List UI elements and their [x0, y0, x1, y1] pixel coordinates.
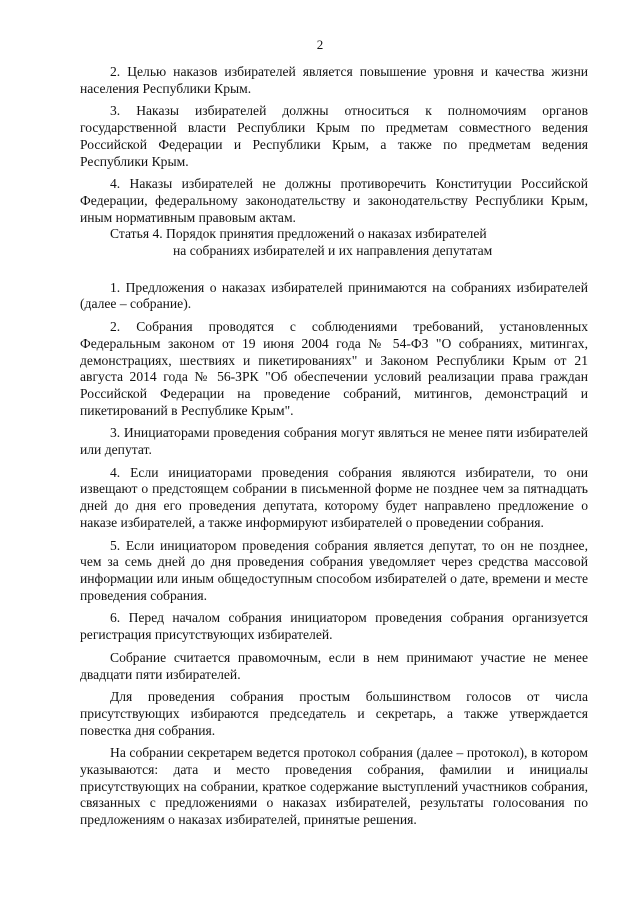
paragraph-protocol: На собрании секретарем ведется протокол собрания (далее – протокол), в котором указываются: дата и место проведения собрания, фамилии и инициалы присутствующих на собрании, краткое содержание выступлений участников собрания, связанных с предложениями о наказах избирателей, результаты голосования по предложениям о наказах избирателей, принятые решения.	[80, 745, 588, 828]
paragraph-proposals: 1. Предложения о наказах избирателей принимаются на собраниях избирателей (далее – собрание).	[80, 279, 588, 312]
page-number: 2	[316, 37, 324, 52]
paragraph-deputy-initiative: 5. Если инициатором проведения собрания является депутат, то он не позднее, чем за семь дней до дня проведения собрания уведомляет через средства массовой информации или иным общедоступным способом избирателей о дате, времени и месте проведения собрания.	[80, 537, 588, 603]
paragraph-meeting-requirements: 2. Собрания проводятся с соблюдениями требований, установленных Федеральным законом от 19 июня 2004 года № 54-ФЗ "О собраниях, митингах, демонстрациях, шествиях и пикетированиях" и Законом Республики Крым от 21 августа 2014 года № 56-ЗРК "Об обеспечении условий реализации права граждан Российской Федерации на проведение собраний, митингов, демонстраций и пикетирований в Республике Крым".	[80, 319, 588, 418]
article-title-line2: на собраниях избирателей и их направления депутатам	[173, 243, 493, 259]
paragraph-competence: 3. Наказы избирателей должны относиться к полномочиям органов государственной власти Республики Крым по предметам совместного ведения Российской Федерации и Республики Крым, а также по предметам ведения Республики Крым.	[80, 103, 588, 169]
paragraph-quorum: Собрание считается правомочным, если в нем принимают участие не менее двадцати пяти избирателей.	[80, 649, 588, 682]
article-title-line1: Статья 4. Порядок принятия предложений о наказах избирателей	[110, 226, 487, 242]
paragraph-goal: 2. Целью наказов избирателей является повышение уровня и качества жизни населения Республики Крым.	[80, 64, 588, 96]
document-body	[80, 64, 588, 829]
paragraph-registration: 6. Перед началом собрания инициатором проведения собрания организуется регистрация присутствующих избирателей.	[80, 610, 588, 643]
paragraph-compliance: 4. Наказы избирателей не должны противоречить Конституции Российской Федерации, федеральному законодательству и законодательству Республики Крым, иным нормативным правовым актам.	[80, 176, 588, 225]
article-heading	[80, 226, 588, 259]
paragraph-voter-initiative: 4. Если инициаторами проведения собрания являются избиратели, то они извещают о предстоящем собрании в письменной форме не позднее чем за пятнадцать дней до дня его проведения депутата, которому будет направлено предложение о наказе избирателей, а также информируют избирателей о проведении собрания.	[80, 464, 588, 530]
paragraph-chair-secretary: Для проведения собрания простым большинством голосов от числа присутствующих избираются председатель и секретарь, а также утверждается повестка дня собрания.	[80, 689, 588, 738]
paragraph-initiators: 3. Инициаторами проведения собрания могут являться не менее пяти избирателей или депутат.	[80, 425, 588, 458]
